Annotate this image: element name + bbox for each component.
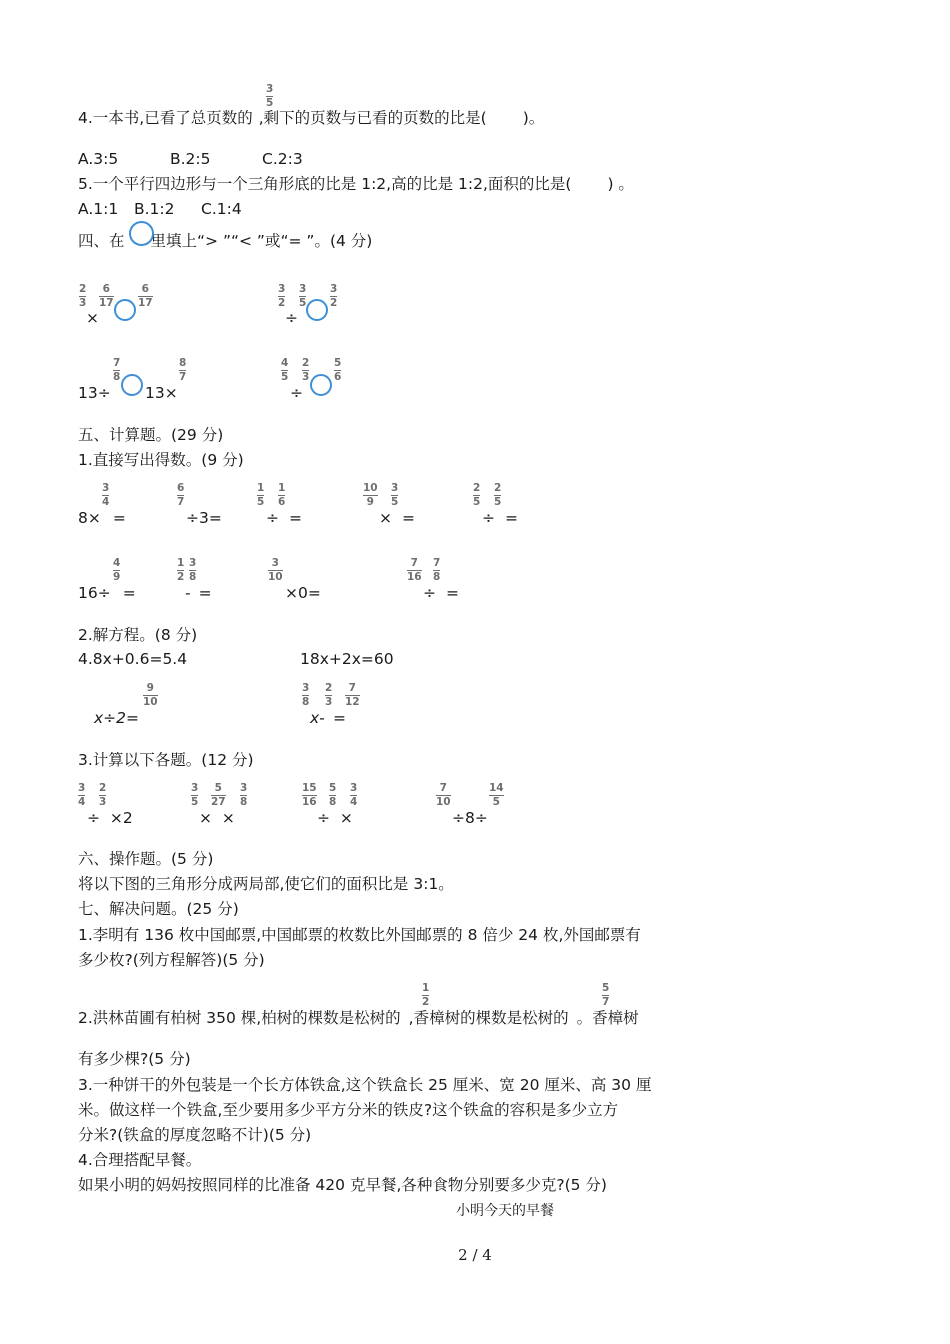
expression: × × xyxy=(199,809,235,827)
compare-circle[interactable] xyxy=(310,374,332,396)
question-4-options: A.3:5 B.2:5 C.2:3 xyxy=(78,150,303,168)
expression: 13× xyxy=(145,384,178,402)
fraction: 3 8 xyxy=(189,557,197,583)
expression: 13÷ xyxy=(78,384,111,402)
fraction: 3 4 xyxy=(102,482,110,508)
fraction: 14 5 xyxy=(489,782,504,808)
problem-3-cont: 分米?(铁盒的厚度忽略不计)(5 分) xyxy=(78,1126,312,1144)
operator: ÷ xyxy=(285,309,298,327)
problem-1-cont: 多少枚?(列方程解答)(5 分) xyxy=(78,951,265,969)
expression: ÷ ×2 xyxy=(87,809,133,827)
section-4-title: 四、在 里填上“> ”“< ”或“= ”。(4 分) xyxy=(78,232,373,250)
subsection-title: 3.计算以下各题。(12 分) xyxy=(78,751,254,769)
expression: ÷ = xyxy=(482,509,518,527)
fraction: 7 8 xyxy=(113,357,121,383)
compare-circle[interactable] xyxy=(114,299,136,321)
equation: 18x+2x=60 xyxy=(300,650,394,668)
expression: ÷8÷ xyxy=(452,809,488,827)
expression: × = xyxy=(379,509,415,527)
fraction: 3 5 xyxy=(299,283,307,309)
expression: 8× = xyxy=(78,509,126,527)
fraction: 2 3 xyxy=(325,682,333,708)
problem-4-cont: 如果小明的妈妈按照同样的比准备 420 克早餐,各种食物分别要多少克?(5 分) xyxy=(78,1176,607,1194)
expression: - = xyxy=(185,584,212,602)
fraction: 1 6 xyxy=(278,482,286,508)
problem-3: 3.一种饼干的外包装是一个长方体铁盒,这个铁盒长 25 厘米、宽 20 厘米、高 30 厘 xyxy=(78,1076,652,1094)
circle-icon xyxy=(129,221,154,246)
fraction: 7 12 xyxy=(345,682,360,708)
fraction: 3 2 xyxy=(330,283,338,309)
fraction: 6 17 xyxy=(99,283,114,309)
fraction: 3 5 xyxy=(391,482,399,508)
fraction: 1 5 xyxy=(257,482,265,508)
fraction: 1 2 xyxy=(177,557,185,583)
compare-circle[interactable] xyxy=(306,299,328,321)
fraction: 7 10 xyxy=(436,782,451,808)
fraction: 5 7 xyxy=(602,982,610,1008)
fraction: 2 3 xyxy=(99,782,107,808)
fraction: 2 3 xyxy=(79,283,87,309)
fraction: 15 16 xyxy=(302,782,317,808)
problem-1: 1.李明有 136 枚中国邮票,中国邮票的枚数比外国邮票的 8 倍少 24 枚,外国邮票有 xyxy=(78,926,641,944)
fraction: 2 5 xyxy=(494,482,502,508)
fraction: 2 3 xyxy=(302,357,310,383)
section-5-title: 五、计算题。(29 分) xyxy=(78,426,224,444)
fraction: 7 8 xyxy=(433,557,441,583)
equation: x÷2= xyxy=(94,709,140,727)
fraction: 10 9 xyxy=(363,482,378,508)
compare-circle[interactable] xyxy=(121,374,143,396)
problem-3-cont: 米。做这样一个铁盒,至少要用多少平方分米的铁皮?这个铁盒的容积是多少立方 xyxy=(78,1101,619,1119)
expression: ÷ = xyxy=(423,584,459,602)
subsection-title: 1.直接写出得数。(9 分) xyxy=(78,451,244,469)
fraction: 5 8 xyxy=(329,782,337,808)
fraction: 3 10 xyxy=(268,557,283,583)
expression: ÷ = xyxy=(266,509,302,527)
expression: ÷3= xyxy=(186,509,222,527)
expression: ×0= xyxy=(285,584,321,602)
equals: = xyxy=(333,709,346,727)
fraction: 3 4 xyxy=(350,782,358,808)
fraction: 5 6 xyxy=(334,357,342,383)
equation: 4.8x+0.6=5.4 xyxy=(78,650,188,668)
fraction: 3 8 xyxy=(240,782,248,808)
page-number: 2 / 4 xyxy=(458,1246,492,1264)
problem-2: 2.洪林苗圃有柏树 350 棵,柏树的棵数是松树的 ,香樟树的棵数是松树的 。香樟树 xyxy=(78,1009,639,1027)
fraction: 3 5 xyxy=(191,782,199,808)
fraction: 8 7 xyxy=(179,357,187,383)
fraction: 3 2 xyxy=(278,283,286,309)
question-4: 4.一本书,已看了总页数的 ,剩下的页数与已看的页数的比是( )。 xyxy=(78,109,545,127)
expression: 16÷ = xyxy=(78,584,136,602)
section-7-title: 七、解决问题。(25 分) xyxy=(78,900,239,918)
problem-2-cont: 有多少棵?(5 分) xyxy=(78,1050,191,1068)
fraction: 3 5 xyxy=(266,83,274,109)
fraction: 6 17 xyxy=(138,283,153,309)
equation: x- xyxy=(310,709,325,727)
fraction: 2 5 xyxy=(473,482,481,508)
question-5-options: A.1:1 B.1:2 C.1:4 xyxy=(78,200,242,218)
paragraph: 将以下图的三角形分成两局部,使它们的面积比是 3:1。 xyxy=(78,875,454,893)
fraction: 4 9 xyxy=(113,557,121,583)
operator: ÷ xyxy=(290,384,303,402)
fraction: 7 16 xyxy=(407,557,422,583)
figure-caption: 小明今天的早餐 xyxy=(456,1203,554,1219)
expression: ÷ × xyxy=(317,809,353,827)
question-5: 5.一个平行四边形与一个三角形底的比是 1:2,高的比是 1:2,面积的比是( ) 。 xyxy=(78,175,634,193)
fraction: 3 8 xyxy=(302,682,310,708)
fraction: 9 10 xyxy=(143,682,158,708)
fraction: 4 5 xyxy=(281,357,289,383)
subsection-title: 2.解方程。(8 分) xyxy=(78,626,198,644)
fraction: 1 2 xyxy=(422,982,430,1008)
fraction: 3 4 xyxy=(78,782,86,808)
operator: × xyxy=(86,309,99,327)
section-6-title: 六、操作题。(5 分) xyxy=(78,850,214,868)
problem-4: 4.合理搭配早餐。 xyxy=(78,1151,202,1169)
fraction: 5 27 xyxy=(211,782,226,808)
fraction: 6 7 xyxy=(177,482,185,508)
